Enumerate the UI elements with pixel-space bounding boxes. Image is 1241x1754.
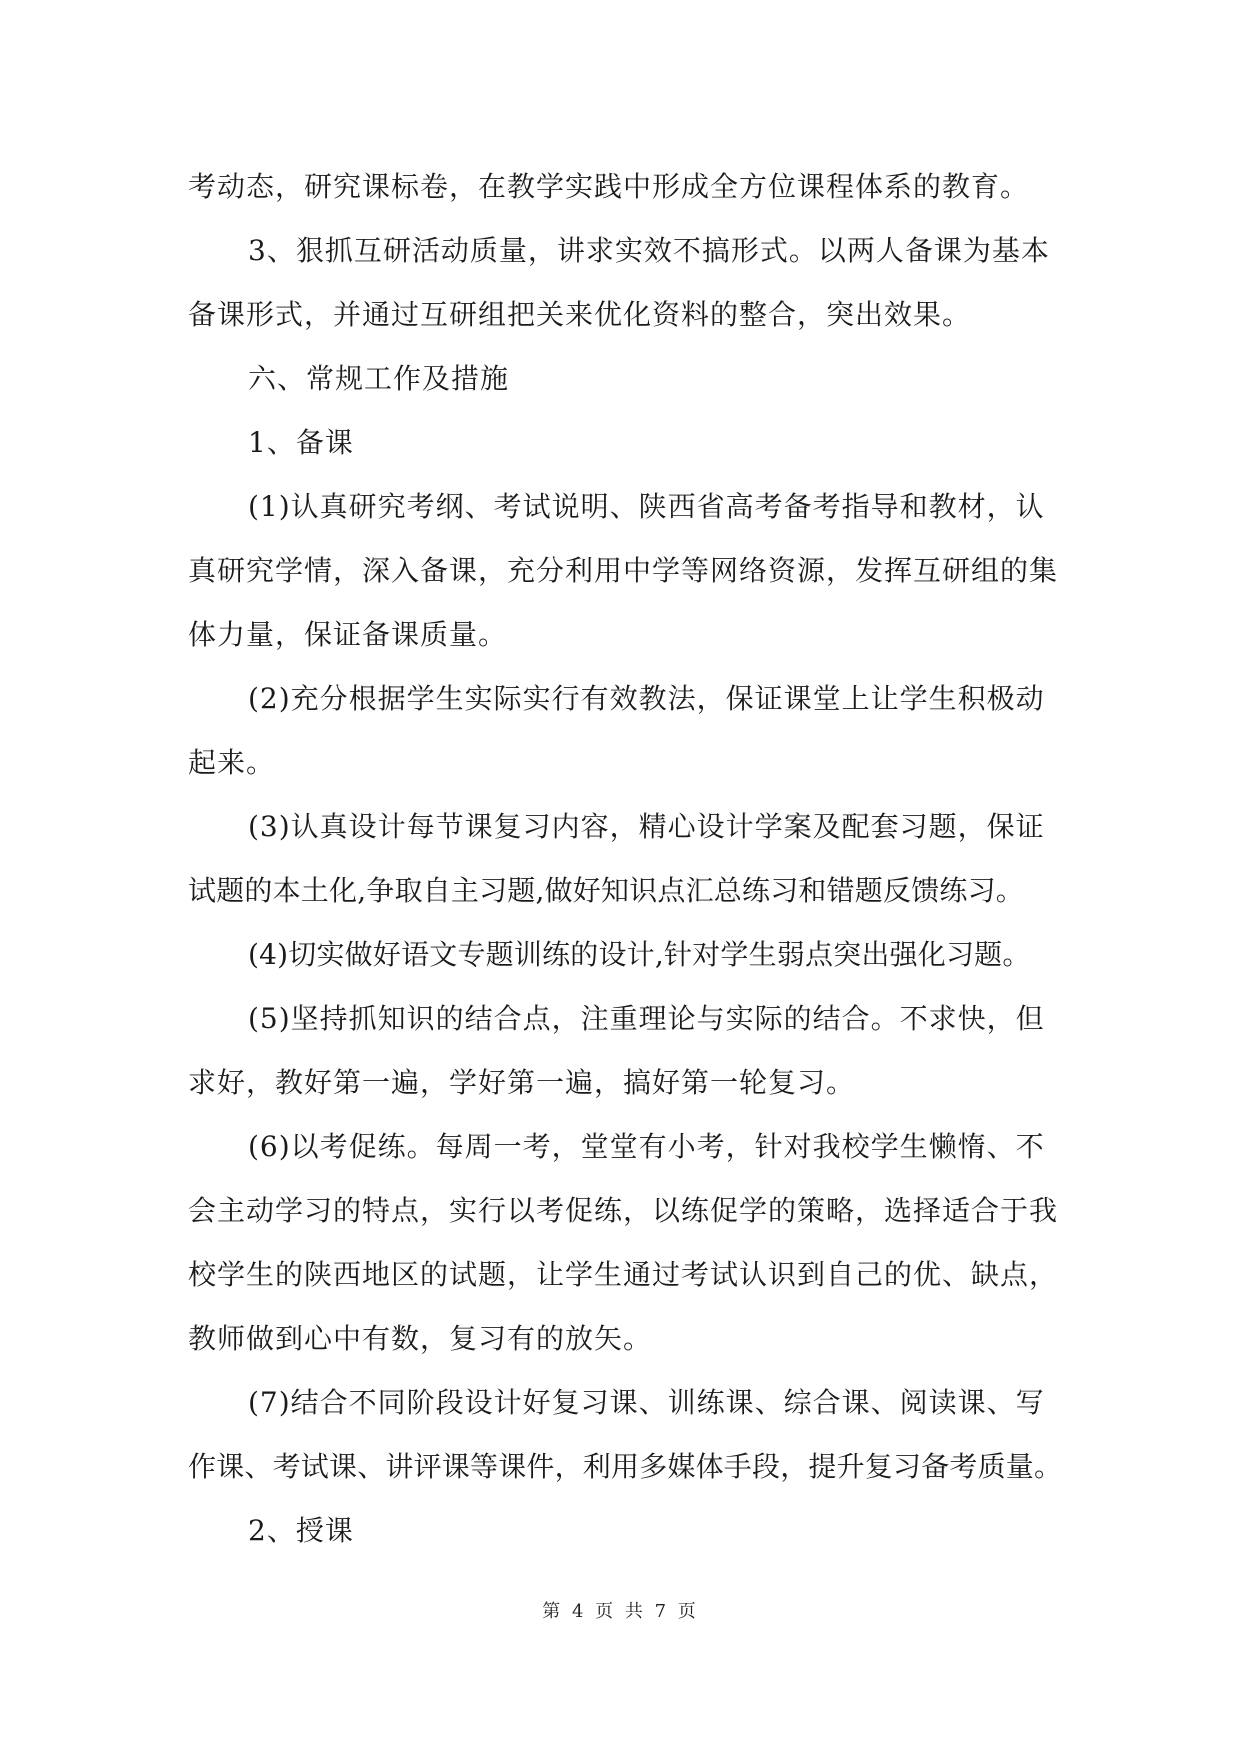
text-line: (6)以考促练。每周一考，堂堂有小考，针对我校学生懒惰、不 — [248, 1130, 1045, 1163]
text-line: 试题的本土化,争取自主习题,做好知识点汇总练习和错题反馈练习。 — [188, 874, 1025, 907]
subsection-heading: 1、备课 — [248, 426, 354, 459]
text-line: (4)切实做好语文专题训练的设计,针对学生弱点突出强化习题。 — [248, 938, 1031, 971]
text-line: (7)结合不同阶段设计好复习课、训练课、综合课、阅读课、写 — [248, 1386, 1045, 1419]
text-line: 备课形式，并通过互研组把关来优化资料的整合，突出效果。 — [188, 298, 972, 331]
text-line: 求好，教好第一遍，学好第一遍，搞好第一轮复习。 — [188, 1066, 856, 1099]
text-line: (2)充分根据学生实际实行有效教法，保证课堂上让学生积极动 — [248, 682, 1045, 715]
text-line: 真研究学情，深入备课，充分利用中学等网络资源，发挥互研组的集 — [188, 554, 1059, 587]
text-line: (3)认真设计每节课复习内容，精心设计学案及配套习题，保证 — [248, 810, 1045, 843]
text-line: 3、狠抓互研活动质量，讲求实效不搞形式。以两人备课为基本 — [248, 234, 1050, 267]
text-line: 校学生的陕西地区的试题，让学生通过考试认识到自己的优、缺点， — [188, 1258, 1059, 1291]
section-heading: 六、常规工作及措施 — [248, 362, 510, 395]
text-line: 起来。 — [188, 746, 276, 779]
subsection-heading: 2、授课 — [248, 1514, 354, 1547]
text-line: 作课、考试课、讲评课等课件，利用多媒体手段，提升复习备考质量。 — [188, 1450, 1063, 1483]
text-line: 会主动学习的特点，实行以考促练，以练促学的策略，选择适合于我 — [188, 1194, 1059, 1227]
page-footer: 第 4 页 共 7 页 — [542, 1601, 699, 1622]
text-line: 考动态，研究课标卷，在教学实践中形成全方位课程体系的教育。 — [188, 170, 1030, 203]
text-line: 教师做到心中有数，复习有的放矢。 — [188, 1322, 653, 1355]
page-body — [188, 155, 1063, 1563]
text-line: 体力量，保证备课质量。 — [188, 618, 508, 651]
text-line: (1)认真研究考纲、考试说明、陕西省高考备考指导和教材，认 — [248, 490, 1045, 523]
text-line: (5)坚持抓知识的结合点，注重理论与实际的结合。不求快，但 — [248, 1002, 1045, 1035]
